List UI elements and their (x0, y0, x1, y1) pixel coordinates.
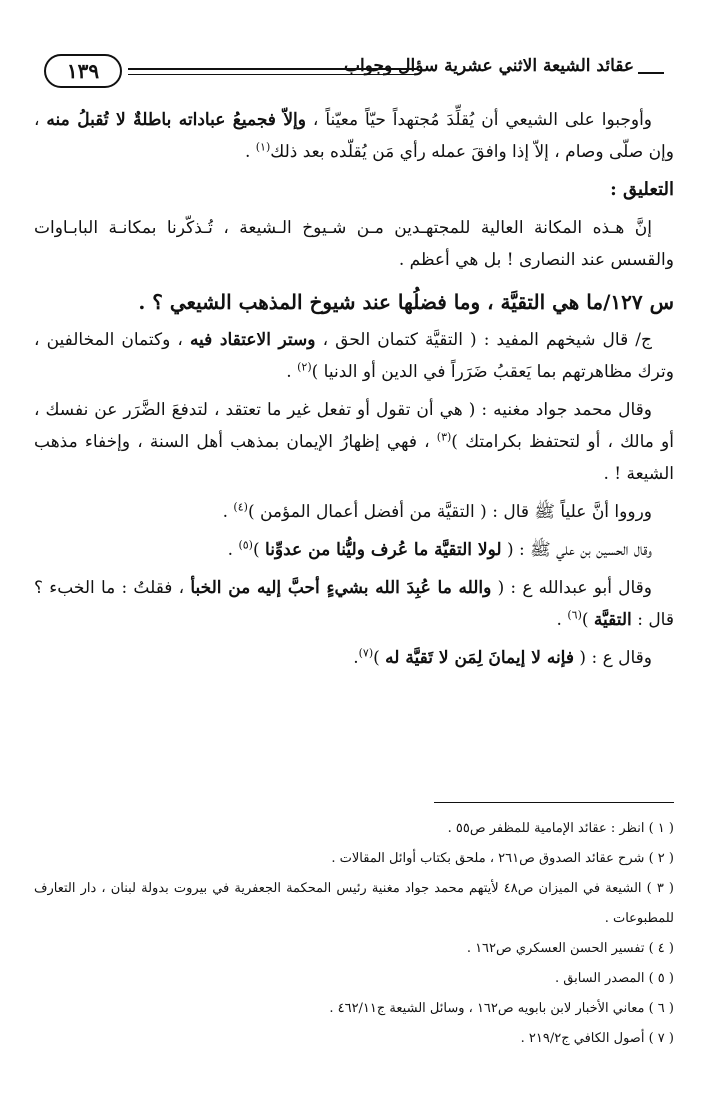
footnote-ref[interactable]: (١) (255, 140, 271, 154)
text-run: . (244, 142, 256, 162)
text-run: ، فقلتُ : ما الخبء ؟ قال : (34, 578, 674, 630)
text-run: ج/ قال شيخهم المفيد : ( التقيَّة كتمان الحق ، (315, 330, 652, 350)
footnotes (34, 814, 674, 1054)
text-run: . (286, 362, 298, 382)
page-header (40, 50, 664, 94)
text-run: ) (373, 648, 386, 668)
page-number: ١٣٩ (66, 59, 100, 83)
paragraph-husayn (34, 534, 674, 566)
text-run: ) (581, 610, 594, 630)
footnote-separator (434, 802, 674, 803)
paragraph-imitation (34, 104, 674, 168)
paragraph-answer (34, 324, 674, 388)
text-run: . (222, 502, 234, 522)
text-run: وقال الحسين بن علي ﷺ : ( (501, 540, 652, 560)
question-heading: س ١٢٧/ما هي التقيَّة ، وما فضلُها عند شيوخ المذهب الشيعي ؟ . (138, 290, 674, 314)
footnote: ( ٥ ) المصدر السابق . (555, 971, 674, 986)
paragraph-abu-abdullah (34, 572, 674, 636)
paragraph-ali (34, 496, 674, 528)
footnote-ref[interactable]: (٥) (238, 538, 253, 552)
bold-run: التقيَّة (593, 610, 632, 630)
footnote-ref[interactable]: (٢) (297, 360, 312, 374)
text-run: ، وإن صلّى وصام ، إلاّ إذا وافقَ عمله رأي مَن يُقلّده بعد ذلك (34, 110, 674, 162)
text-run: . (353, 648, 359, 668)
footnote-ref[interactable]: (٦) (567, 608, 582, 622)
text-run: وقال ع : ( (574, 648, 652, 668)
text-run: ) (252, 540, 266, 560)
paragraph-mughniyah (34, 394, 674, 490)
footnote: ( ٣ ) الشيعة في الميزان ص٤٨ لأيتهم محمد جواد مغنية رئيس المحكمة الجعفرية في بيروت بدولة لبنان ، دار التعارف للمطبوعات . (34, 881, 674, 926)
paragraph-no-faith (34, 642, 674, 674)
footnote: ( ١ ) انظر : عقائد الإمامية للمظفر ص٥٥ . (447, 821, 674, 836)
header-rule-right (638, 72, 664, 74)
main-text (34, 104, 674, 680)
page-number-badge (44, 54, 122, 88)
text-run: وقال أبو عبدالله ع : ( (491, 578, 653, 598)
bold-run: وإلاّ فجميعُ عباداته باطلةٌ لا تُقبلُ منه (46, 110, 306, 130)
bold-run: فإنه لا إيمانَ لِمَن لا تَقيَّة له (385, 648, 574, 668)
text-run: ، وكتمان المخالفين ، وترك مظاهرتهم بما يَعقبُ ضَرَراً في الدين أو الدنيا ) (34, 330, 674, 382)
footnote-ref[interactable]: (٧) (358, 646, 374, 660)
bold-run: والله ما عُبِدَ الله بشيءٍ أحبَّ إليه من الخبأ (190, 578, 492, 598)
text-run: وأوجبوا على الشيعي أن يُقلِّدَ مُجتهداً حيّاً معيّناً ، (306, 110, 653, 130)
bold-run: لولا التقيَّة ما عُرف وليُّنا من عدوِّنا (265, 540, 502, 560)
paragraph-comment: إنَّ هـذه المكانة العالية للمجتهـدين مـن شـيوخ الـشيعة ، تُـذكّرنا بمكانـة البابـاوات والقسس عند النصارى ! بل هي أعظم . (34, 218, 674, 270)
footnote: ( ٧ ) أصول الكافي ج٢١٩/٢ . (520, 1031, 674, 1046)
text-run: ، فهي إظهارُ الإيمان بمذهب أهل السنة ، وإخفاء مذهب الشيعة ! . (34, 432, 674, 484)
text-run: . (227, 540, 239, 560)
bold-run: وستر الاعتقاد فيه (189, 330, 316, 350)
footnote-ref[interactable]: (٣) (436, 430, 452, 444)
footnote: ( ٤ ) تفسير الحسن العسكري ص١٦٢ . (466, 941, 674, 956)
footnote-ref[interactable]: (٤) (233, 500, 248, 514)
text-run: وقال محمد جواد مغنيه : ( هي أن تقول أو تفعل غير ما تعتقد ، لتدفعَ الضَّرَر عن نفسك ، أو مالك ، أو لتحتفظ بكرامتك ) (34, 400, 674, 452)
text-run: ورووا أنَّ علياً ﷺ قال : ( التقيَّة من أفضل أعمال المؤمن ) (247, 502, 652, 522)
running-title: عقائد الشيعة الاثني عشرية سؤال وجواب (344, 56, 634, 76)
footnote: ( ٦ ) معاني الأخبار لابن بابويه ص١٦٢ ، وسائل الشيعة ج٤٦٢/١١ . (329, 1001, 674, 1016)
footnote: ( ٢ ) شرح عقائد الصدوق ص٢٦١ ، ملحق بكتاب أوائل المقالات . (331, 851, 674, 866)
text-run: . (556, 610, 568, 630)
comment-heading: التعليق : (610, 179, 674, 200)
